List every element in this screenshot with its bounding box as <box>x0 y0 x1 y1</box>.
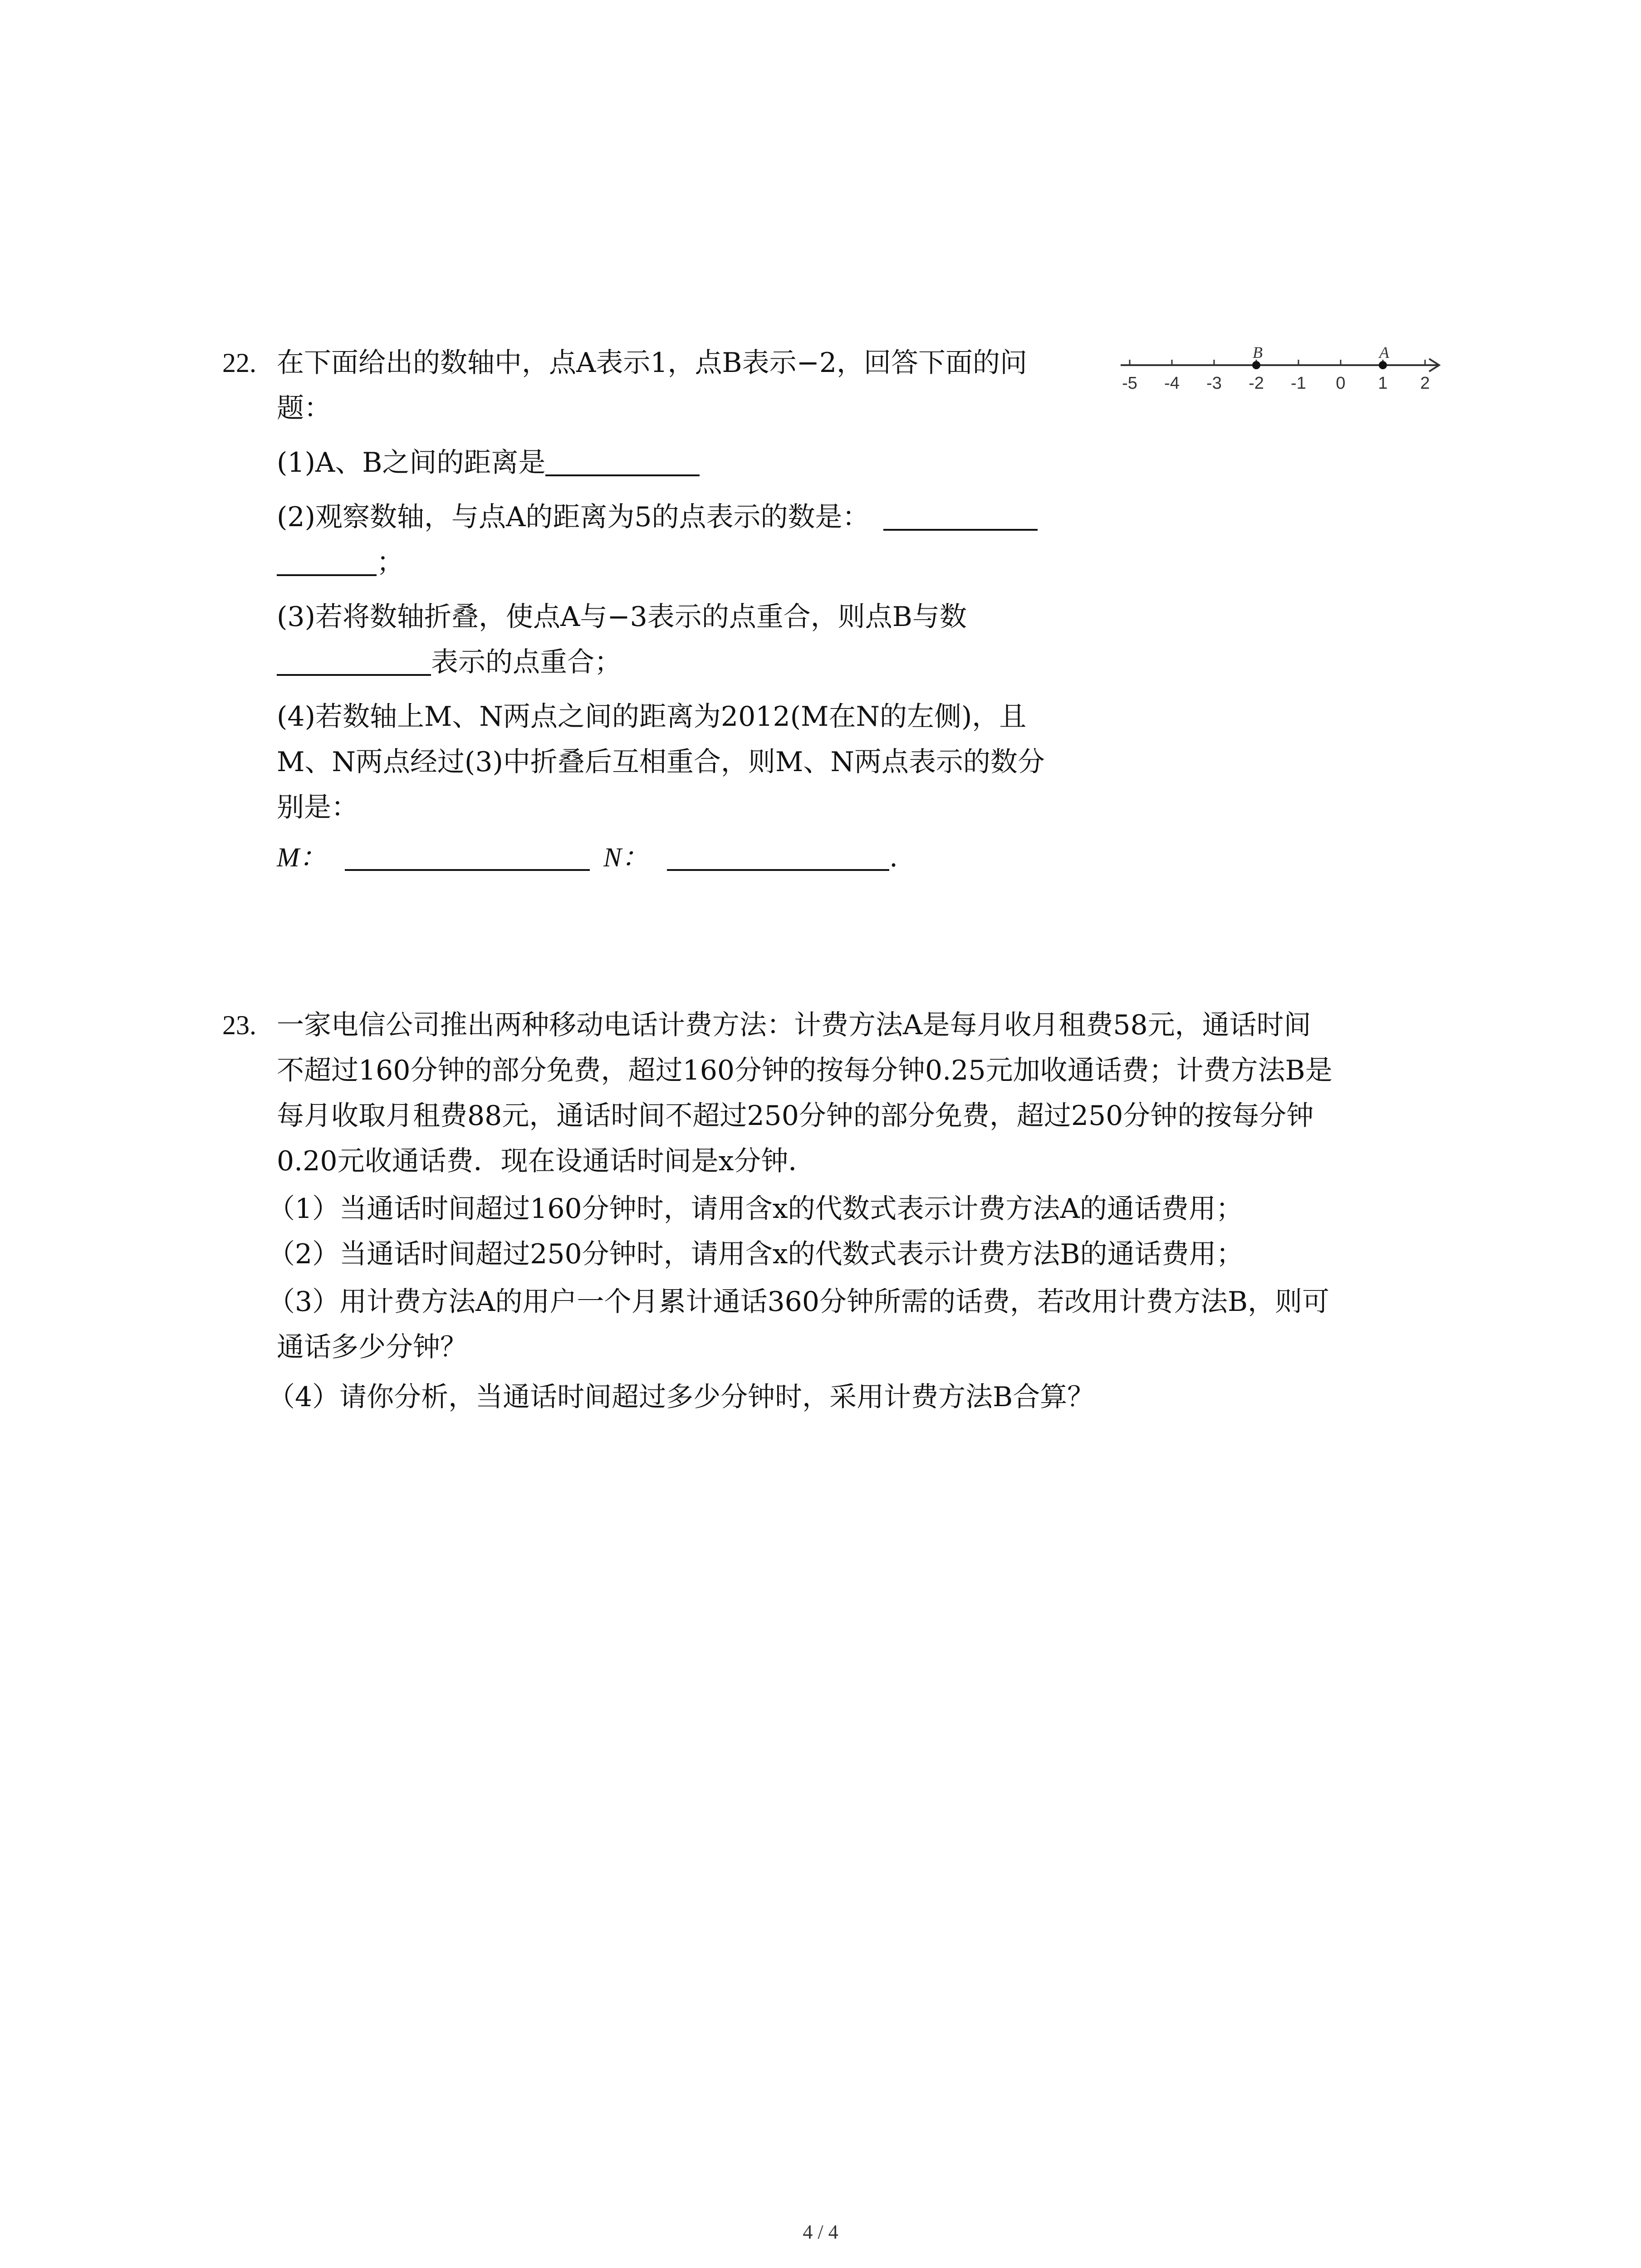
answer-blank-n[interactable] <box>667 842 889 871</box>
q22-stem-line-1: 在下面给出的数轴中，点A表示1，点B表示−2，回答下面的问 <box>277 347 1028 379</box>
q22-part-3b <box>277 644 622 680</box>
q22-part-1 <box>277 445 700 481</box>
point-b-label: B <box>1253 343 1263 362</box>
q22-part-4c: 别是： <box>277 792 358 823</box>
q23-line-4: 0.20元收通话费．现在设通话时间是x分钟． <box>277 1145 816 1177</box>
q23-sub-1: （1）当通话时间超过160分钟时，请用含x的代数式表示计费方法A的通话费用； <box>268 1193 1243 1225</box>
q22-part-2-text: (2)观察数轴，与点A的距离为5的点表示的数是： <box>277 501 870 533</box>
q22-part-4a: (4)若数轴上M、N两点之间的距离为2012(M在N的左侧)，且 <box>277 701 1027 733</box>
q23-sub-4: （4）请你分析，当通话时间超过多少分钟时，采用计费方法B合算？ <box>268 1381 1095 1413</box>
q23-sub-3a: （3）用计费方法A的用户一个月累计通话360分钟所需的话费，若改用计费方法B，则可 <box>268 1286 1330 1318</box>
tick-label: 1 <box>1378 374 1388 393</box>
end-dot: . <box>889 841 898 873</box>
answer-blank-1[interactable] <box>545 447 700 476</box>
n-label: N： <box>603 842 649 872</box>
q23-line-1: 一家电信公司推出两种移动电话计费方法：计费方法A是每月收月租费58元，通话时间 <box>277 1009 1311 1041</box>
m-label: M： <box>277 842 327 872</box>
tick-label: -3 <box>1206 374 1222 393</box>
q22-part-4b: M、N两点经过(3)中折叠后互相重合，则M、N两点表示的数分 <box>277 746 1045 778</box>
q23-sub-3b: 通话多少分钟？ <box>277 1331 467 1363</box>
q23-number: 23. <box>222 1010 256 1040</box>
q23-line-2: 不超过160分钟的部分免费，超过160分钟的按每分钟0.25元加收通话费；计费方法B是 <box>277 1055 1332 1086</box>
number-line-axis <box>1121 359 1439 371</box>
q23-line-3: 每月收取月租费88元，通话时间不超过250分钟的部分免费，超过250分钟的按每分钟 <box>277 1100 1314 1132</box>
point-a-label: A <box>1379 343 1389 362</box>
point-b-dot <box>1252 361 1260 369</box>
tick-label: -1 <box>1291 374 1306 393</box>
tick-label: -5 <box>1122 374 1137 393</box>
tick-label: 2 <box>1420 374 1430 393</box>
point-a-dot <box>1379 361 1387 369</box>
page-number: 4 / 4 <box>803 2221 838 2243</box>
answer-blank-2b[interactable] <box>277 547 377 576</box>
q22-part-1-text: (1)A、B之间的距离是 <box>277 447 546 479</box>
tick-label: -4 <box>1164 374 1180 393</box>
q23-sub-2: （2）当通话时间超过250分钟时，请用含x的代数式表示计费方法B的通话费用； <box>268 1238 1244 1270</box>
q22-stem-line-2: 题： <box>277 392 331 424</box>
q22-part-2-end: ； <box>377 547 404 578</box>
q22-part-4-answers <box>277 839 898 875</box>
q22-part-3b-text: 表示的点重合； <box>431 646 622 678</box>
tick-label: -2 <box>1249 374 1264 393</box>
q22-part-2-cont <box>277 544 404 581</box>
number-line-figure <box>1121 342 1465 397</box>
q22-part-2 <box>277 499 1038 535</box>
answer-blank-m[interactable] <box>345 842 590 871</box>
answer-blank-2a[interactable] <box>883 502 1038 531</box>
tick-label: 0 <box>1336 374 1346 393</box>
answer-blank-3[interactable] <box>277 647 431 676</box>
q22-number: 22. <box>222 348 256 378</box>
q22-part-3a: (3)若将数轴折叠，使点A与−3表示的点重合，则点B与数 <box>277 601 967 633</box>
